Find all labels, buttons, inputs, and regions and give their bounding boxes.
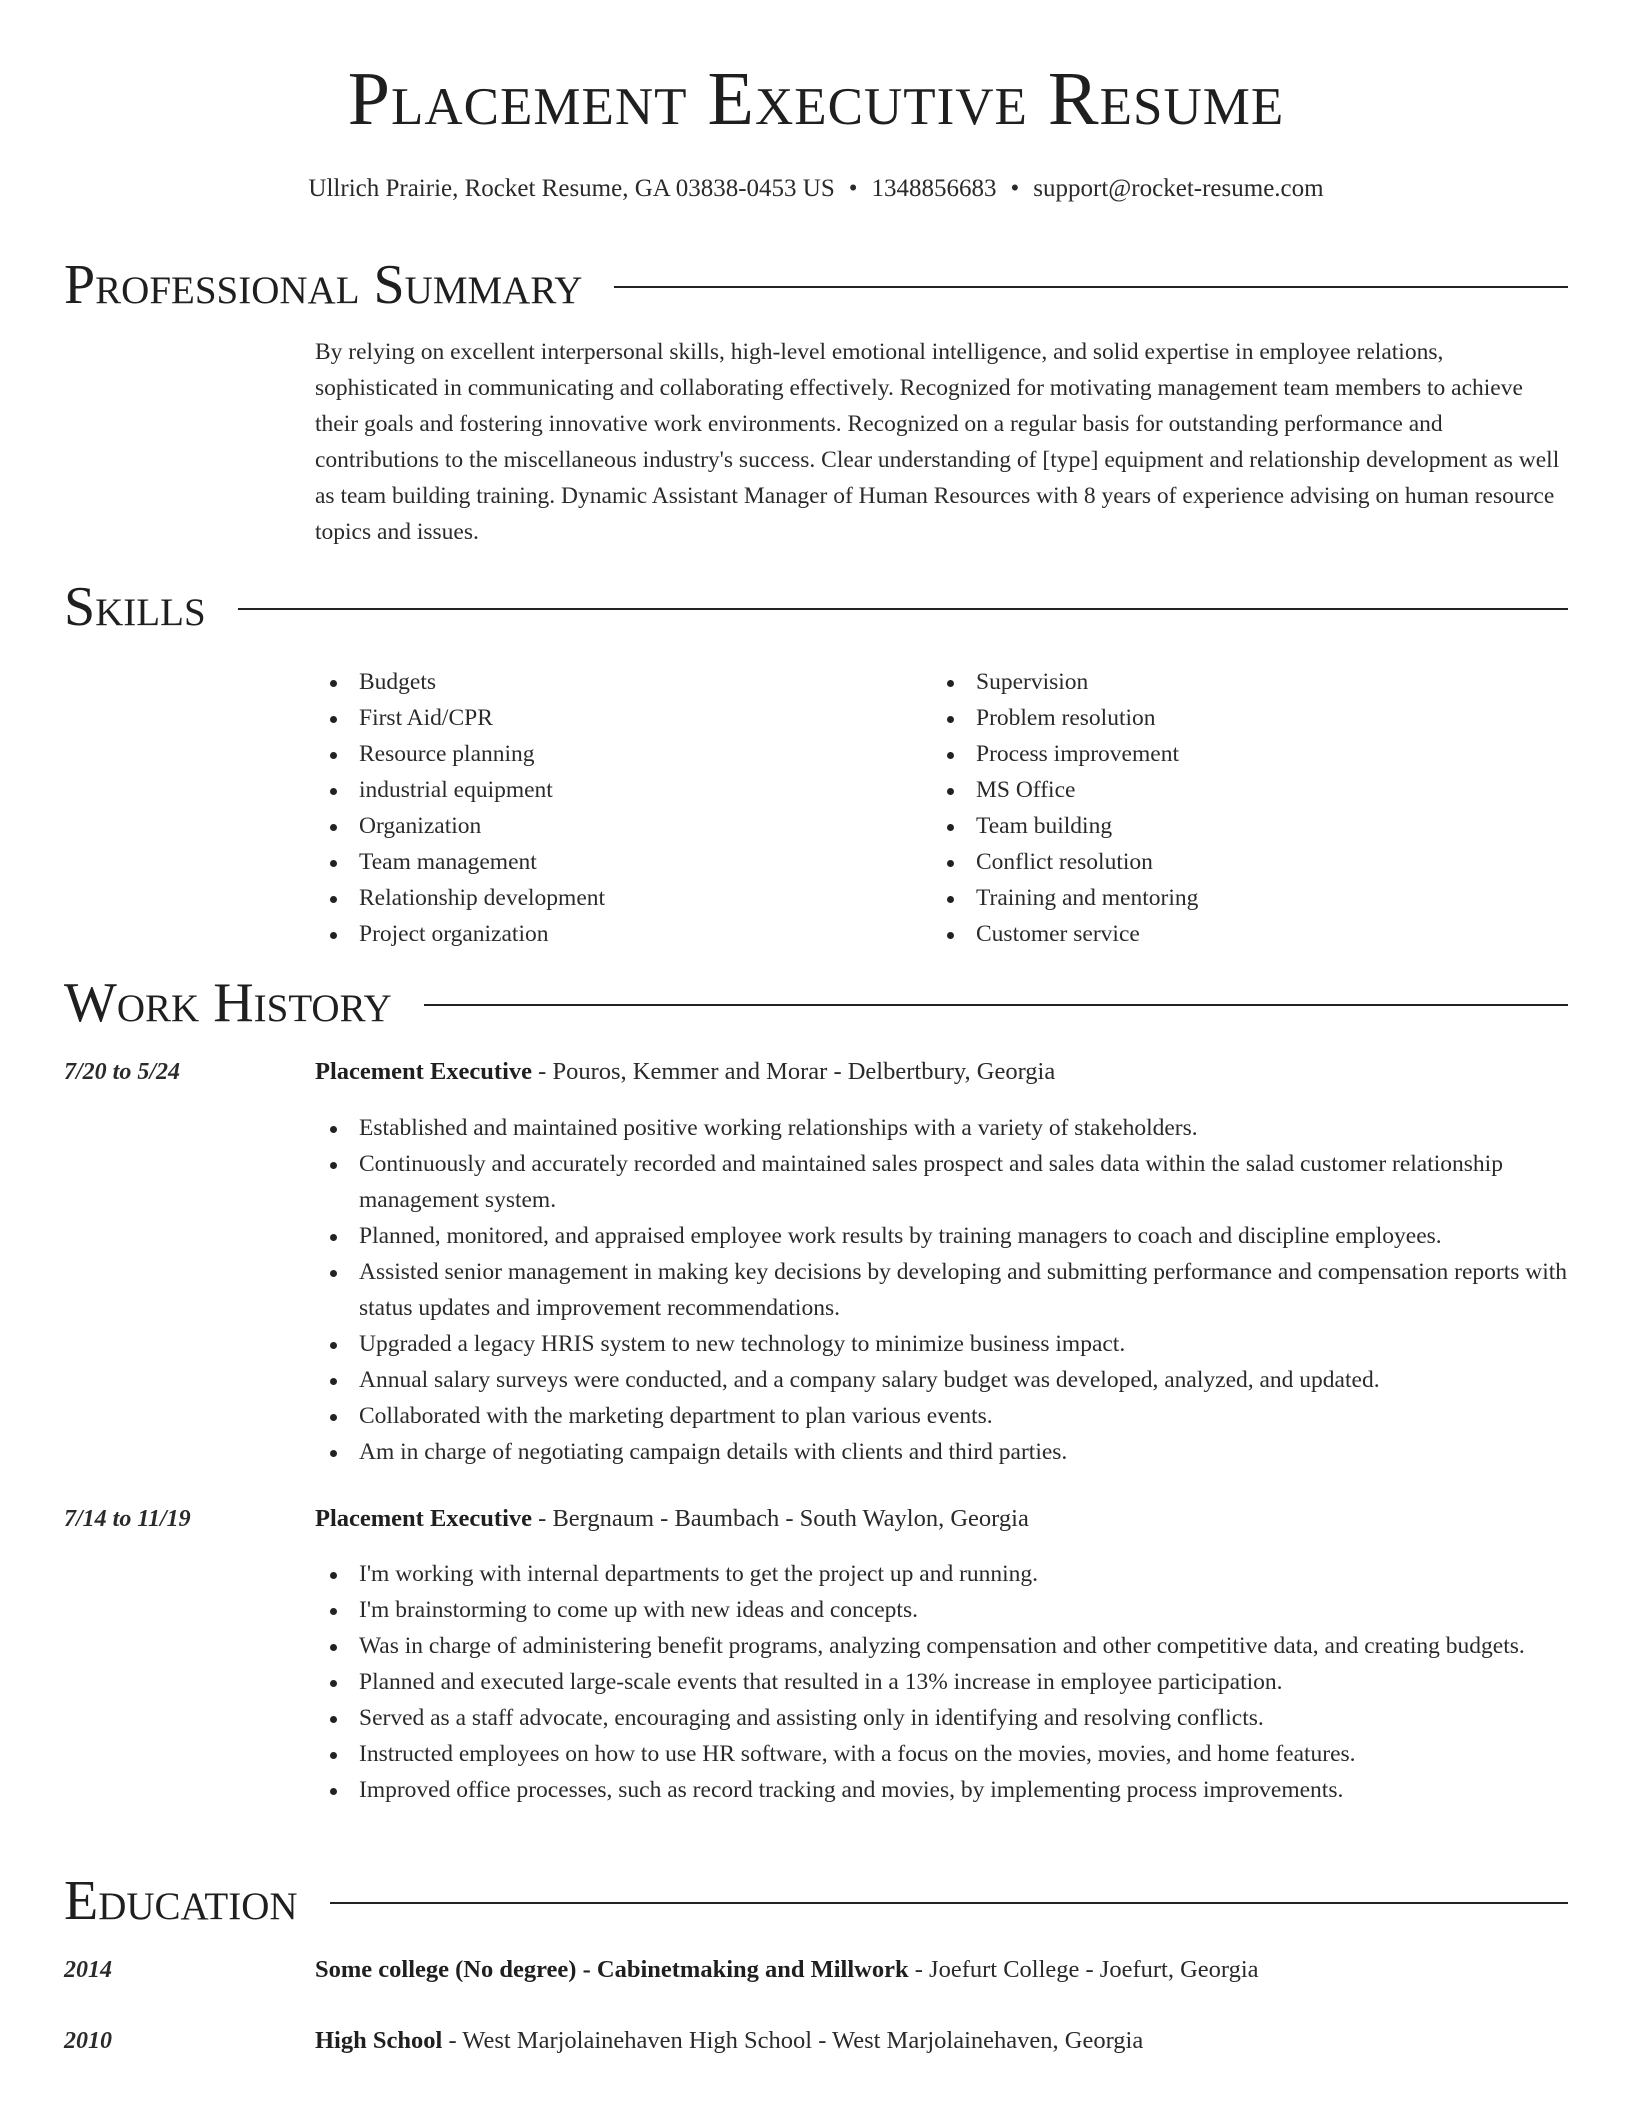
job-bullet: Continuously and accurately recorded and maintained sales prospect and sales data within the salad customer relationship management system. [315,1146,1568,1218]
work-section-header [64,968,1568,1038]
education-section-header [64,1866,1568,1936]
contact-separator: • [1010,175,1020,202]
job-title: Placement Executive [315,1505,533,1532]
contact-address: Ullrich Prairie, Rocket Resume, GA 03838-0453 US [308,175,835,202]
skill-item: Conflict resolution [932,844,1198,880]
summary-section-header [64,250,1568,320]
section-divider [238,608,1568,610]
section-divider [424,1004,1568,1006]
job-bullet: Instructed employees on how to use HR software, with a focus on the movies, movies, and home features. [315,1736,1568,1772]
job-bullet: Served as a staff advocate, encouraging and assisting only in identifying and resolving conflicts. [315,1700,1568,1736]
skill-item: Team management [315,844,932,880]
job-title: Placement Executive [315,1058,533,1085]
education-heading: Education [64,1870,298,1932]
skills-heading: Skills [64,576,206,638]
skill-item: Supervision [932,664,1198,700]
job-bullet: Was in charge of administering benefit programs, analyzing compensation and other competitive data, and creating budgets. [315,1628,1568,1664]
skills-list [315,664,1568,952]
summary-heading: Professional Summary [64,254,583,316]
contact-line [0,174,1632,204]
skill-item: MS Office [932,772,1198,808]
job-dates: 7/20 to 5/24 [64,1059,181,1085]
job-bullet: Upgraded a legacy HRIS system to new technology to minimize business impact. [315,1326,1568,1362]
skill-item: Training and mentoring [932,880,1198,916]
section-divider [330,1902,1568,1904]
skill-item: Problem resolution [932,700,1198,736]
job-heading [315,1503,1568,1535]
skill-item: industrial equipment [315,772,932,808]
skills-column-right [932,664,1198,952]
contact-separator: • [848,175,858,202]
skill-item: Project organization [315,916,932,952]
education-school: - West Marjolainehaven High School - West Marjolainehaven, Georgia [442,2027,1144,2054]
skill-item: Resource planning [315,736,932,772]
education-heading-line [315,1954,1568,1986]
skill-item: Organization [315,808,932,844]
education-degree: Some college (No degree) - Cabinetmaking and Millwork [315,1956,909,1983]
job-bullets [315,1556,1568,1808]
education-school: - Joefurt College - Joefurt, Georgia [908,1956,1259,1983]
job-bullet: Am in charge of negotiating campaign details with clients and third parties. [315,1434,1568,1470]
resume-title: Placement Executive Resume [347,57,1285,141]
contact-phone: 1348856683 [871,175,997,202]
job-dates: 7/14 to 11/19 [64,1506,191,1532]
skills-column-left [315,664,932,952]
job-bullet: I'm brainstorming to come up with new ideas and concepts. [315,1592,1568,1628]
education-degree: High School [315,2027,443,2054]
job-bullet: I'm working with internal departments to get the project up and running. [315,1556,1568,1592]
job-employer: - Pouros, Kemmer and Morar - Delbertbury, Georgia [532,1058,1056,1085]
job-bullet: Planned, monitored, and appraised employee work results by training managers to coach and discipline employees. [315,1218,1568,1254]
education-year: 2010 [64,2028,112,2054]
education-heading-line [315,2025,1568,2057]
skills-section-header [64,572,1568,642]
work-heading: Work History [64,972,392,1034]
skill-item: Budgets [315,664,932,700]
summary-text: By relying on excellent interpersonal skills, high-level emotional intelligence, and solid expertise in employee relations, sophisticated in communicating and collaborating effectively. Recognized for motivating management team members to achieve their goals and fostering innovative work environments. Recognized on a regular basis for outstanding performance and contributions to the miscellaneous industry's success. Clear understanding of [type] equipment and relationship development as well as team building training. Dynamic Assistant Manager of Human Resources with 8 years of experience advising on human resource topics and issues. [315,339,1560,545]
job-bullet: Established and maintained positive working relationships with a variety of stakeholders. [315,1110,1568,1146]
job-bullet: Annual salary surveys were conducted, and a company salary budget was developed, analyzed, and updated. [315,1362,1568,1398]
skill-item: Relationship development [315,880,932,916]
education-year: 2014 [64,1957,112,1983]
job-bullet: Improved office processes, such as record tracking and movies, by implementing process improvements. [315,1772,1568,1808]
job-heading [315,1056,1568,1088]
skill-item: Process improvement [932,736,1198,772]
job-employer: - Bergnaum - Baumbach - South Waylon, Georgia [532,1505,1029,1532]
job-bullets [315,1110,1568,1470]
job-bullet: Planned and executed large-scale events that resulted in a 13% increase in employee participation. [315,1664,1568,1700]
skill-item: Customer service [932,916,1198,952]
contact-email[interactable]: support@rocket-resume.com [1033,175,1324,202]
job-bullet: Assisted senior management in making key decisions by developing and submitting performance and compensation reports with status updates and improvement recommendations. [315,1254,1568,1326]
skill-item: First Aid/CPR [315,700,932,736]
section-divider [614,286,1568,288]
job-bullet: Collaborated with the marketing department to plan various events. [315,1398,1568,1434]
skill-item: Team building [932,808,1198,844]
